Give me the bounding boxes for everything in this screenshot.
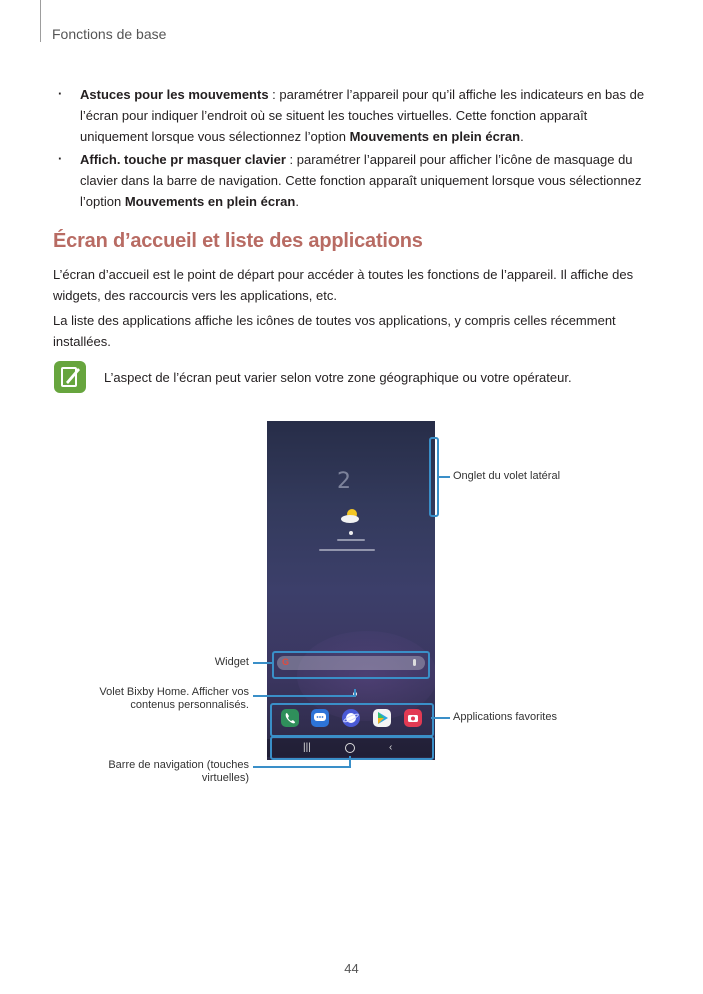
bullet-item: [66, 149, 646, 212]
label-bixby-home: Volet Bixby Home. Afficher vos contenus personnalisés.: [99, 686, 249, 711]
favorites-highlight: [270, 703, 434, 737]
note-icon: [54, 361, 86, 393]
bullet-term: Affich. touche pr masquer clavier: [80, 152, 286, 167]
bullet-option: Mouvements en plein écran: [349, 129, 521, 144]
recent-apps-icon[interactable]: |||: [303, 742, 311, 753]
back-icon[interactable]: ‹: [389, 742, 393, 753]
clock-widget: 2: [337, 469, 351, 494]
bullet-end: .: [295, 194, 299, 209]
section-title: Écran d’accueil et liste des applications: [53, 230, 423, 252]
bullet-list: [66, 84, 646, 214]
widget-highlight: [272, 651, 430, 679]
header-rule: [40, 0, 41, 42]
bullet-end: .: [520, 129, 524, 144]
bullet-term: Astuces pour les mouvements: [80, 87, 269, 102]
edge-panel-leader-line: [437, 476, 450, 478]
label-favorite-apps: Applications favorites: [453, 711, 557, 723]
label-widget: Widget: [214, 656, 249, 668]
location-pin-icon: [349, 531, 353, 535]
widget-leader-line: [253, 662, 272, 664]
header-section-title: Fonctions de base: [52, 26, 167, 42]
weather-update-text: [319, 549, 375, 551]
bullet-text: : paramétrer l’appareil pour qu’il affiche les indicateurs en bas de l’écran pour indiquer l’endroit où se situent les touches virtuelles. Cette fonction apparaît uniquement lorsque vous sélectionnez l’option: [80, 87, 645, 144]
weather-location-text: [337, 539, 365, 541]
bullet-text: : paramétrer l’appareil pour afficher l’icône de masquage du clavier dans la barre de navigation. Cette fonction apparaît uniquement lorsque vous sélectionnez l’option: [80, 152, 642, 209]
navbar-leader-line: [253, 766, 351, 768]
paragraph-apps-list: La liste des applications affiche les icônes de toutes vos applications, y compris celles récemment installées.: [53, 313, 616, 349]
paragraph-home-screen: L’écran d’accueil est le point de départ pour accéder à toutes les fonctions de l’appareil. Il affiche des widgets, des raccourcis vers les applications, etc.: [53, 267, 634, 303]
bixby-leader-line: [253, 695, 355, 697]
google-icon: G: [282, 657, 290, 667]
favorites-leader-line: [431, 717, 450, 719]
bullet-option: Mouvements en plein écran: [124, 194, 296, 209]
page-number: 44: [344, 961, 359, 976]
bullet-item: [66, 84, 646, 147]
note-text: L’aspect de l’écran peut varier selon votre zone géographique ou votre opérateur.: [104, 370, 572, 385]
label-edge-panel: Onglet du volet latéral: [453, 470, 561, 482]
weather-icon: [339, 507, 363, 530]
label-navigation-bar: Barre de navigation (touches virtuelles): [108, 759, 249, 784]
navbar-leader-line-vertical: [349, 756, 351, 768]
navbar-highlight: [270, 736, 434, 760]
bixby-leader-line-vertical: [354, 689, 356, 697]
